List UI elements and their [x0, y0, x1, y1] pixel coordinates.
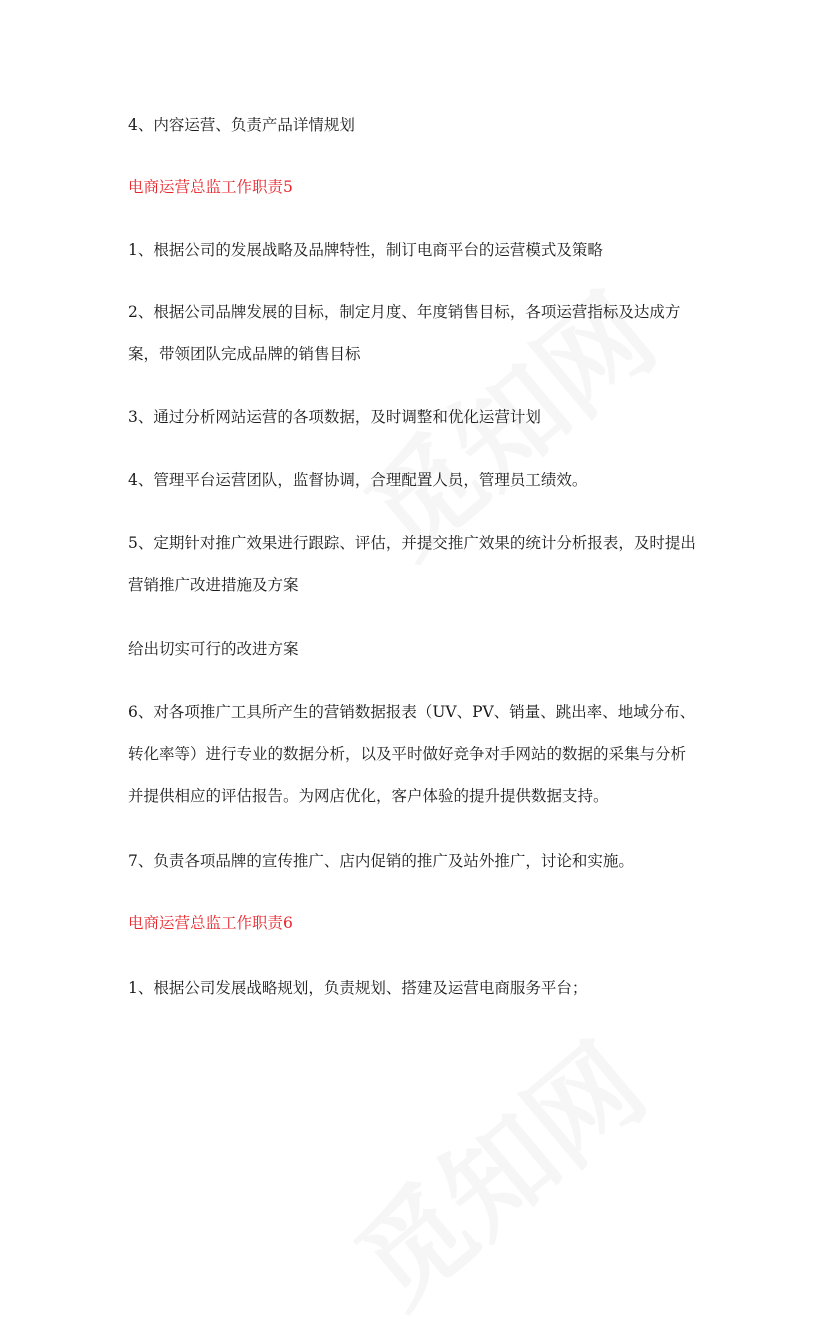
- paragraph-duty-6: 6、对各项推广工具所产生的营销数据报表（UV、PV、销量、跳出率、地域分布、转化率等）进行专业的数据分析，以及平时做好竞争对手网站的数据的采集与分析并提供相应的评估报告。为网店优化，客户体验的提升提供数据支持。: [128, 703, 696, 805]
- paragraph-improvement: 给出切实可行的改进方案: [128, 640, 299, 658]
- paragraph-duty-5: 5、定期针对推广效果进行跟踪、评估，并提交推广效果的统计分析报表，及时提出营销推广改进措施及方案: [128, 534, 696, 594]
- paragraph-duty-4: 4、管理平台运营团队，监督协调，合理配置人员，管理员工绩效。: [128, 471, 588, 489]
- section-heading-6: 电商运营总监工作职责6: [128, 914, 293, 932]
- paragraph-duty-7: 7、负责各项品牌的宣传推广、店内促销的推广及站外推广，讨论和实施。: [128, 852, 634, 870]
- paragraph-duty-6-1: 1、根据公司发展战略规划，负责规划、搭建及运营电商服务平台；: [128, 979, 588, 997]
- paragraph-duty-2: 2、根据公司品牌发展的目标，制定月度、年度销售目标，各项运营指标及达成方案，带领团队完成品牌的销售目标: [128, 303, 681, 363]
- watermark-lower: [318, 1002, 672, 1335]
- paragraph-duty-1: 1、根据公司的发展战略及品牌特性，制订电商平台的运营模式及策略: [128, 241, 603, 259]
- section-heading-5: 电商运营总监工作职责5: [128, 178, 293, 196]
- paragraph-content-ops: 4、内容运营、负责产品详情规划: [128, 116, 355, 134]
- paragraph-duty-3: 3、通过分析网站运营的各项数据，及时调整和优化运营计划: [128, 408, 541, 426]
